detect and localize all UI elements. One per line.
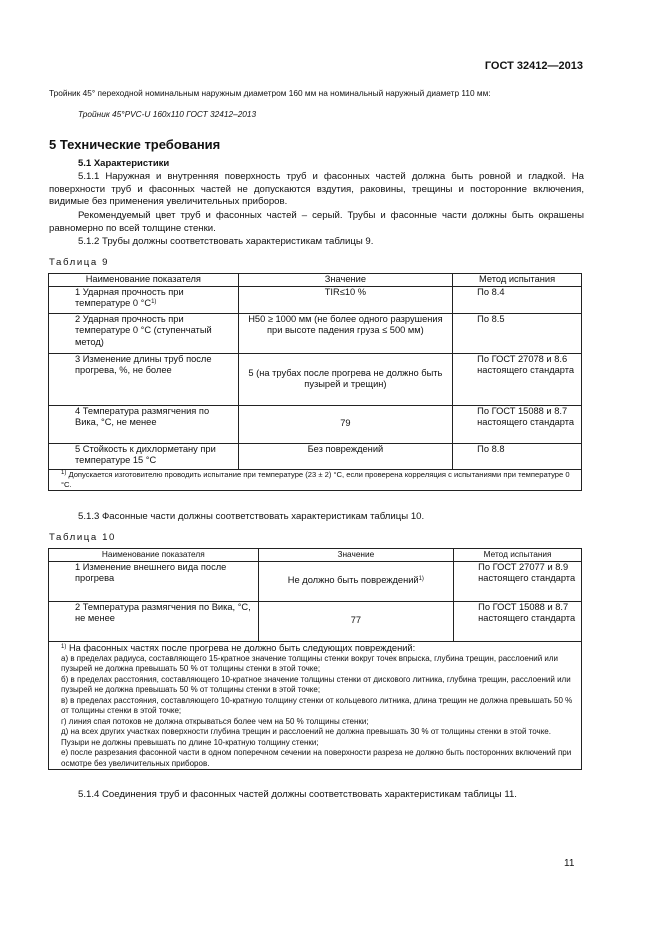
table-footnote-row xyxy=(49,469,582,490)
paragraph-5-1-2: 5.1.2 Трубы должны соответствовать характеристикам таблицы 9. xyxy=(78,236,374,247)
table-row xyxy=(49,601,582,641)
table-header-row xyxy=(49,549,582,562)
table-header-cell: Наименование показателя xyxy=(49,274,239,287)
footnote-item: д) на всех других участках поверхности глубина трещин и расслоений не должна превышать 30 % от толщины стенки в этой точке. Пузыри не должны превышать по длине 10-кратную толщину стенки; xyxy=(61,727,551,747)
footnote-title: На фасонных частях после прогрева не должно быть следующих повреждений: xyxy=(68,642,416,653)
cell-text: Не должно быть повреждений xyxy=(287,575,419,586)
table-cell-name: 4 Температура размягчения по Вика, °С, не менее xyxy=(49,405,239,443)
table-cell-method: По ГОСТ 15088 и 8.7 настоящего стандарта xyxy=(453,405,582,443)
table-10 xyxy=(48,548,582,770)
table-cell-method: По 8.4 xyxy=(453,286,582,313)
footnote-item: г) линия спая потоков не должна открываться более чем на 50 % толщины стенки; xyxy=(61,716,369,726)
table-cell-name: 2 Температура размягчения по Вика, °С, не менее xyxy=(49,601,259,641)
page-number: 11 xyxy=(564,858,575,869)
table-cell-name: 3 Изменение длины труб после прогрева, %, не более xyxy=(49,353,239,405)
paragraph-5-1-1: 5.1.1 Наружная и внутренняя поверхность труб и фасонных частей должна быть ровной и гладкой. На поверхности труб и фасонных частей не допускаются вздутия, раковины, трещины и посторонние включения, видимые без применения увеличительных приборов. xyxy=(49,171,584,207)
table-cell-method: По 8.8 xyxy=(453,443,582,469)
table-cell-value: TIR≤10 % xyxy=(238,286,452,313)
footnote-item: е) после разрезания фасонной части в одном поперечном сечении на поверхности разреза не должно быть посторонних включений при осмотре без увеличительных приборов. xyxy=(61,748,572,768)
example-text: Тройник 45° переходной номинальным наружным диаметром 160 мм на номинальный наружный диаметр 110 мм: xyxy=(49,88,491,98)
footnote-item: б) в пределах расстояния, составляющего 10-кратное значение толщины стенки от дискового литника, глубина трещин, расслоений или пузырей не должна превышать 50 % от толщины стенки в этой точке; xyxy=(61,674,571,694)
table-cell-value: Н50 ≥ 1000 мм (не более одного разрушения при высоте падения груза ≤ 500 мм) xyxy=(238,313,452,353)
table-cell-name xyxy=(49,286,239,313)
table-header-cell: Метод испытания xyxy=(453,274,582,287)
table-cell-method: По ГОСТ 15088 и 8.7 настоящего стандарта xyxy=(454,601,582,641)
footnote-mark: 1) xyxy=(61,469,67,476)
table-row xyxy=(49,405,582,443)
table-cell-value: 79 xyxy=(238,405,452,443)
table-header-cell: Наименование показателя xyxy=(49,549,259,562)
table-cell-name: 2 Ударная прочность при температуре 0 °С (ступенчатый метод) xyxy=(49,313,239,353)
table-header-cell: Значение xyxy=(258,549,454,562)
paragraph-5-1-3: 5.1.3 Фасонные части должны соответствовать характеристикам таблицы 10. xyxy=(78,511,425,522)
footnote-item: в) в пределах расстояния, составляющего 10-кратную толщину стенки от кольцевого литника, длина трещин не должна превышать 50 % от толщины стенки в этой точке; xyxy=(61,695,573,715)
table-cell-value: Без повреждений xyxy=(238,443,452,469)
example-designation: Тройник 45°PVC-U 160x110 ГОСТ 32412–2013 xyxy=(78,109,257,119)
table-cell-value xyxy=(258,561,454,601)
paragraph-5-1-4: 5.1.4 Соединения труб и фасонных частей должны соответствовать характеристикам таблицы 11. xyxy=(78,789,517,800)
table-header-row xyxy=(49,274,582,287)
table-row xyxy=(49,313,582,353)
table-9 xyxy=(48,273,582,491)
table-cell-value: 77 xyxy=(258,601,454,641)
table-cell-method: По ГОСТ 27078 и 8.6 настоящего стандарта xyxy=(453,353,582,405)
table-footnote xyxy=(49,469,582,490)
footnote-mark: 1) xyxy=(61,643,67,650)
table-header-cell: Метод испытания xyxy=(454,549,582,562)
cell-text: 1 Ударная прочность при температуре 0 °С xyxy=(75,286,184,308)
table-row xyxy=(49,286,582,313)
table-cell-name: 1 Изменение внешнего вида после прогрева xyxy=(49,561,259,601)
subsection-title: 5.1 Характеристики xyxy=(78,158,170,169)
footnote-ref: 1) xyxy=(418,576,424,583)
table-cell-method: По ГОСТ 27077 и 8.9 настоящего стандарта xyxy=(454,561,582,601)
table-cell-name: 5 Стойкость к дихлорметану при температуре 15 °С xyxy=(49,443,239,469)
table-header-cell: Значение xyxy=(238,274,452,287)
table10-caption: Таблица 10 xyxy=(49,532,116,543)
table-cell-method: По 8.5 xyxy=(453,313,582,353)
table-row xyxy=(49,443,582,469)
table-row xyxy=(49,353,582,405)
table-footnote-row xyxy=(49,641,582,770)
paragraph-color: Рекомендуемый цвет труб и фасонных частей – серый. Трубы и фасонные части должны быть окрашены равномерно по всей толщине стенки. xyxy=(49,210,584,234)
section-title: 5 Технические требования xyxy=(49,137,221,152)
footnote-item: а) в пределах радиуса, составляющего 15-кратное значение толщины стенки вокруг точек впрыска, глубина трещин, расслоений или пузырей не должна превышать 50 % от толщины стенки в этой точке; xyxy=(61,653,558,673)
table-row xyxy=(49,561,582,601)
footnote-ref: 1) xyxy=(151,299,157,305)
document-code: ГОСТ 32412—2013 xyxy=(484,60,583,72)
table-cell-value: 5 (на трубах после прогрева не должно быть пузырей и трещин) xyxy=(238,353,452,405)
table9-caption: Таблица 9 xyxy=(49,257,110,268)
table-footnote xyxy=(49,641,582,770)
footnote-text: Допускается изготовителю проводить испытание при температуре (23 ± 2) °С, если проверена корреляция с испытаниями при температуре 0 °С. xyxy=(61,469,570,489)
